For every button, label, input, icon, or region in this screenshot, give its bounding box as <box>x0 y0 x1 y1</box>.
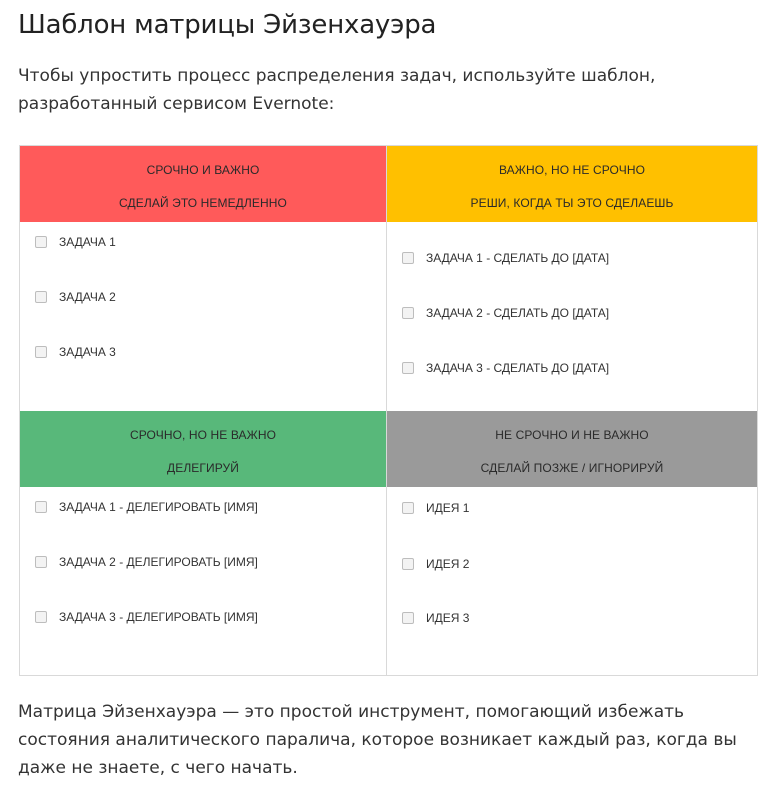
task-item[interactable] <box>402 251 609 265</box>
task-label: ЗАДАЧА 1 <box>59 235 116 249</box>
task-label: ЗАДАЧА 3 <box>59 345 116 359</box>
task-checkbox[interactable] <box>35 556 47 568</box>
idea-item[interactable] <box>402 501 469 515</box>
task-checkbox[interactable] <box>402 307 414 319</box>
quadrant-title: НЕ СРОЧНО И НЕ ВАЖНО <box>495 428 649 442</box>
task-label: ЗАДАЧА 2 <box>59 290 116 304</box>
quadrant-subtitle: СДЕЛАЙ ПОЗЖЕ / ИГНОРИРУЙ <box>480 461 664 475</box>
task-item[interactable] <box>35 290 116 304</box>
task-label: ЗАДАЧА 2 - ДЕЛЕГИРОВАТЬ [ИМЯ] <box>59 555 258 569</box>
task-checkbox[interactable] <box>402 502 414 514</box>
quadrant-header <box>387 146 757 222</box>
quadrant-header <box>20 411 386 487</box>
idea-item[interactable] <box>402 557 469 571</box>
task-label: ИДЕЯ 2 <box>426 557 470 571</box>
page-title: Шаблон матрицы Эйзенхауэра <box>18 10 437 40</box>
task-label: ЗАДАЧА 3 - СДЕЛАТЬ ДО [ДАТА] <box>426 361 610 375</box>
task-checkbox[interactable] <box>35 346 47 358</box>
task-label: ЗАДАЧА 1 - СДЕЛАТЬ ДО [ДАТА] <box>426 251 610 265</box>
task-checkbox[interactable] <box>35 611 47 623</box>
task-checkbox[interactable] <box>402 252 414 264</box>
task-item[interactable] <box>402 361 609 375</box>
eisenhower-matrix <box>19 145 758 676</box>
task-checkbox[interactable] <box>35 501 47 513</box>
task-item[interactable] <box>35 610 258 624</box>
quadrant-subtitle: СДЕЛАЙ ЭТО НЕМЕДЛЕННО <box>119 196 287 210</box>
task-checkbox[interactable] <box>402 612 414 624</box>
task-checkbox[interactable] <box>35 236 47 248</box>
task-label: ИДЕЯ 3 <box>426 611 470 625</box>
task-checkbox[interactable] <box>402 558 414 570</box>
quadrant-important-not-urgent <box>387 146 757 411</box>
task-item[interactable] <box>35 555 258 569</box>
quadrant-subtitle: ДЕЛЕГИРУЙ <box>166 461 240 475</box>
task-item[interactable] <box>35 500 258 514</box>
task-checkbox[interactable] <box>402 362 414 374</box>
quadrant-subtitle: РЕШИ, КОГДА ТЫ ЭТО СДЕЛАЕШЬ <box>470 196 674 210</box>
quadrant-urgent-not-important <box>20 411 387 675</box>
quadrant-header <box>20 146 386 222</box>
idea-item[interactable] <box>402 611 469 625</box>
outro-paragraph: Матрица Эйзенхауэра — это простой инструмент, помогающий избежать состояния аналитического паралича, которое возникает каждый раз, когда вы даже не знаете, с чего начать. <box>18 702 737 778</box>
task-label: ЗАДАЧА 1 - ДЕЛЕГИРОВАТЬ [ИМЯ] <box>59 500 258 514</box>
task-item[interactable] <box>35 235 116 249</box>
quadrant-not-urgent-not-important <box>387 411 757 675</box>
task-label: ИДЕЯ 1 <box>426 501 470 515</box>
quadrant-title: ВАЖНО, НО НЕ СРОЧНО <box>498 163 646 177</box>
quadrant-header <box>387 411 757 487</box>
task-item[interactable] <box>35 345 116 359</box>
quadrant-urgent-important <box>20 146 387 411</box>
task-checkbox[interactable] <box>35 291 47 303</box>
task-item[interactable] <box>402 306 609 320</box>
intro-paragraph: Чтобы упростить процесс распределения задач, используйте шаблон, разработанный сервисом Evernote: <box>18 66 656 114</box>
task-label: ЗАДАЧА 3 - ДЕЛЕГИРОВАТЬ [ИМЯ] <box>59 610 258 624</box>
quadrant-title: СРОЧНО, НО НЕ ВАЖНО <box>129 428 277 442</box>
task-label: ЗАДАЧА 2 - СДЕЛАТЬ ДО [ДАТА] <box>426 306 610 320</box>
quadrant-title: СРОЧНО И ВАЖНО <box>146 163 260 177</box>
